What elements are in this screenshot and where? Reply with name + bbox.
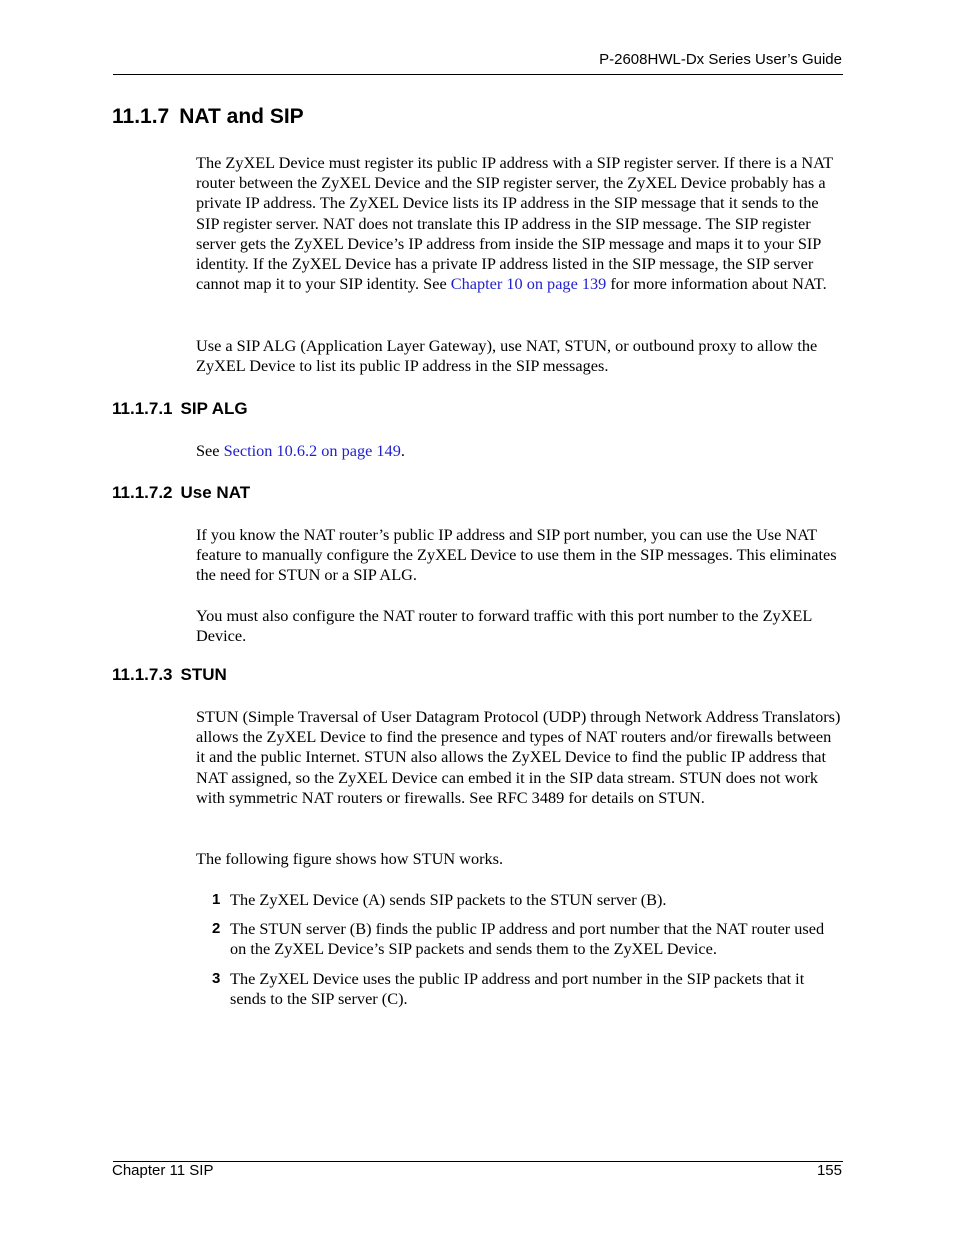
stun-paragraph-1: STUN (Simple Traversal of User Datagram Protocol (UDP) through Network Address Translators) allows the ZyXEL Device to find the presence and types of NAT routers and/or firewalls between it and the public Internet. STUN also allows the ZyXEL Device to find the public IP address that NAT assigned, so the ZyXEL Device can embed it in the SIP data stream. STUN does not work with symmetric NAT routers or firewalls. See RFC 3489 for details on STUN. [196, 707, 841, 807]
list-item [196, 919, 844, 959]
section-10-6-2-link[interactable]: Section 10.6.2 on page 149 [223, 441, 401, 460]
intro-text: The ZyXEL Device must register its public IP address with a SIP register server. If there is a NAT router between the ZyXEL Device and the SIP register server, the ZyXEL Device probably has a private IP address. The ZyXEL Device lists its IP address in the SIP message that it sends to the SIP register server. NAT does not translate this IP address in the SIP message. The SIP register server gets the ZyXEL Device’s IP address from inside the SIP message and maps it to your SIP identity. If the ZyXEL Device has a private IP address listed in the SIP message, the SIP server cannot map it to your SIP identity. See [196, 153, 833, 294]
page-number: 155 [816, 1162, 842, 1179]
list-item [196, 890, 844, 910]
use-nat-paragraph-1: If you know the NAT router’s public IP address and SIP port number, you can use the Use NAT feature to manually configure the ZyXEL Device to use them in the SIP messages. This eliminates the need for STUN or a SIP ALG. [196, 525, 837, 585]
sip-alg-tail: . [400, 441, 405, 460]
list-item [196, 969, 844, 1009]
intro-paragraph [196, 153, 844, 294]
step-number: 3 [212, 970, 221, 987]
running-header: P-2608HWL-Dx Series User’s Guide [599, 51, 842, 68]
header-rule [113, 74, 843, 75]
sip-alg-heading [112, 399, 248, 419]
sip-alg-see: See [196, 441, 224, 460]
stun-number: 11.1.7.3 [112, 665, 173, 684]
sip-alg-number: 11.1.7.1 [112, 399, 173, 418]
sip-alg-paragraph [196, 441, 844, 461]
step-number: 1 [212, 891, 221, 908]
stun-heading [112, 665, 227, 685]
step-text: The ZyXEL Device (A) sends SIP packets to the STUN server (B). [230, 890, 667, 909]
use-nat-number: 11.1.7.2 [112, 483, 173, 502]
section-heading [112, 105, 304, 129]
intro-tail: for more information about NAT. [606, 274, 827, 294]
use-nat-title: Use NAT [180, 483, 251, 502]
footer-chapter: Chapter 11 SIP [112, 1162, 214, 1179]
step-number: 2 [212, 920, 221, 937]
sip-alg-overview-paragraph: Use a SIP ALG (Application Layer Gateway), use NAT, STUN, or outbound proxy to allow the ZyXEL Device to list its public IP address in the SIP messages. [196, 336, 818, 376]
sip-alg-title: SIP ALG [180, 399, 248, 418]
footer-rule [113, 1161, 843, 1162]
use-nat-paragraph-2: You must also configure the NAT router to forward traffic with this port number to the ZyXEL Device. [196, 606, 812, 646]
section-title: NAT and SIP [179, 105, 304, 128]
step-text: The STUN server (B) finds the public IP address and port number that the NAT router used on the ZyXEL Device’s SIP packets and sends them to the ZyXEL Device. [230, 919, 825, 959]
chapter-10-link[interactable]: Chapter 10 on page 139 [450, 274, 607, 294]
use-nat-heading [112, 483, 250, 503]
stun-paragraph-2: The following figure shows how STUN works. [196, 849, 504, 868]
stun-title: STUN [180, 665, 227, 684]
step-text: The ZyXEL Device uses the public IP address and port number in the SIP packets that it sends to the SIP server (C). [230, 969, 805, 1009]
section-number: 11.1.7 [112, 105, 170, 128]
